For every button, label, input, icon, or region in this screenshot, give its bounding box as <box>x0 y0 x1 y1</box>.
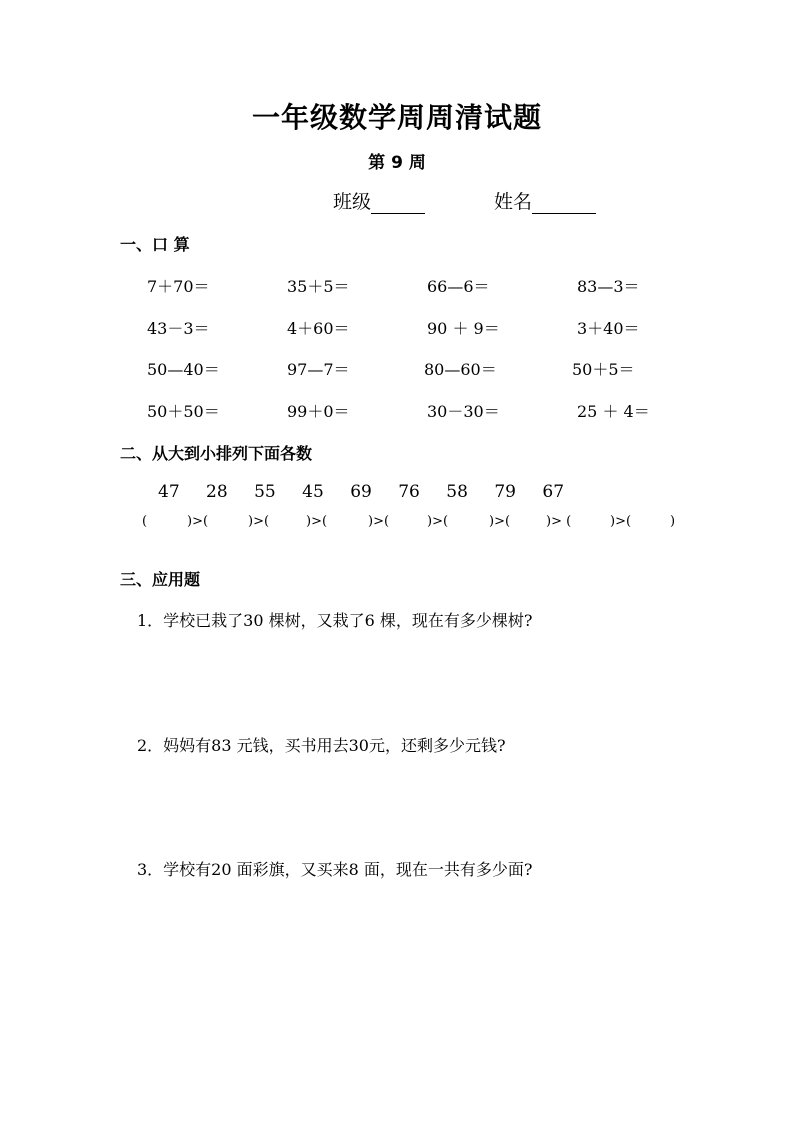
word-problem-2: 2．妈妈有83 元钱，买书用去30元，还剩多少元钱? <box>137 736 506 755</box>
order-slot[interactable]: ( <box>142 514 148 529</box>
class-field <box>333 187 425 214</box>
section-applied-heading: 三、应用题 <box>120 570 201 589</box>
order-number: 79 <box>494 482 516 502</box>
name-field <box>494 187 596 214</box>
order-slot[interactable]: ) <box>670 514 676 529</box>
name-label: 姓名 <box>494 191 533 213</box>
oral-problem: 50＋50＝ <box>147 402 220 421</box>
oral-problem: 80—60＝ <box>424 360 497 379</box>
oral-problem: 35＋5＝ <box>287 277 350 296</box>
order-number: 67 <box>542 482 565 502</box>
word-problem-1: 1．学校已栽了30 棵树，又栽了6 棵，现在有多少棵树? <box>137 611 533 630</box>
order-number: 76 <box>398 482 420 502</box>
order-slot[interactable]: )> ( <box>546 514 572 529</box>
section-order-heading: 二、从大到小排列下面各数 <box>120 444 313 463</box>
oral-problem: 50＋5＝ <box>572 360 635 379</box>
week-label: 第 9 周 <box>368 153 426 173</box>
order-slot[interactable]: )>( <box>368 514 390 529</box>
oral-problem: 90 ＋ 9＝ <box>427 319 500 338</box>
oral-problem: 83—3＝ <box>577 277 640 296</box>
order-slot[interactable]: )>( <box>306 514 328 529</box>
order-slot[interactable]: )>( <box>248 514 270 529</box>
order-number: 28 <box>206 482 228 502</box>
oral-problem: 50—40＝ <box>147 360 220 379</box>
order-number: 58 <box>446 482 468 502</box>
oral-problem: 25 ＋ 4＝ <box>577 402 650 421</box>
word-problem-3: 3．学校有20 面彩旗，又买来8 面，现在一共有多少面? <box>137 860 533 879</box>
oral-problem: 43－3＝ <box>147 319 210 338</box>
oral-problem: 7＋70＝ <box>147 277 210 296</box>
section-oral-heading: 一、口 算 <box>120 235 190 254</box>
order-slot[interactable]: )>( <box>427 514 449 529</box>
oral-problem: 30－30＝ <box>427 402 500 421</box>
order-slot[interactable]: )>( <box>489 514 511 529</box>
page-title: 一年级数学周周清试题 <box>251 101 542 134</box>
order-slot[interactable]: )>( <box>610 514 632 529</box>
class-label: 班级 <box>333 191 372 213</box>
order-number: 47 <box>158 482 180 502</box>
name-blank[interactable] <box>532 193 596 214</box>
oral-problem: 97—7＝ <box>287 360 350 379</box>
order-number: 45 <box>302 482 324 502</box>
order-slot[interactable]: )>( <box>187 514 209 529</box>
oral-problem: 3＋40＝ <box>577 319 640 338</box>
order-number: 69 <box>350 482 372 502</box>
oral-problem: 66—6＝ <box>427 277 490 296</box>
order-numbers-row <box>158 482 585 502</box>
oral-problem: 99＋0＝ <box>287 402 350 421</box>
order-answer-slots <box>142 514 680 529</box>
order-number: 55 <box>254 482 276 502</box>
oral-problem: 4＋60＝ <box>287 319 350 338</box>
class-blank[interactable] <box>371 193 425 214</box>
